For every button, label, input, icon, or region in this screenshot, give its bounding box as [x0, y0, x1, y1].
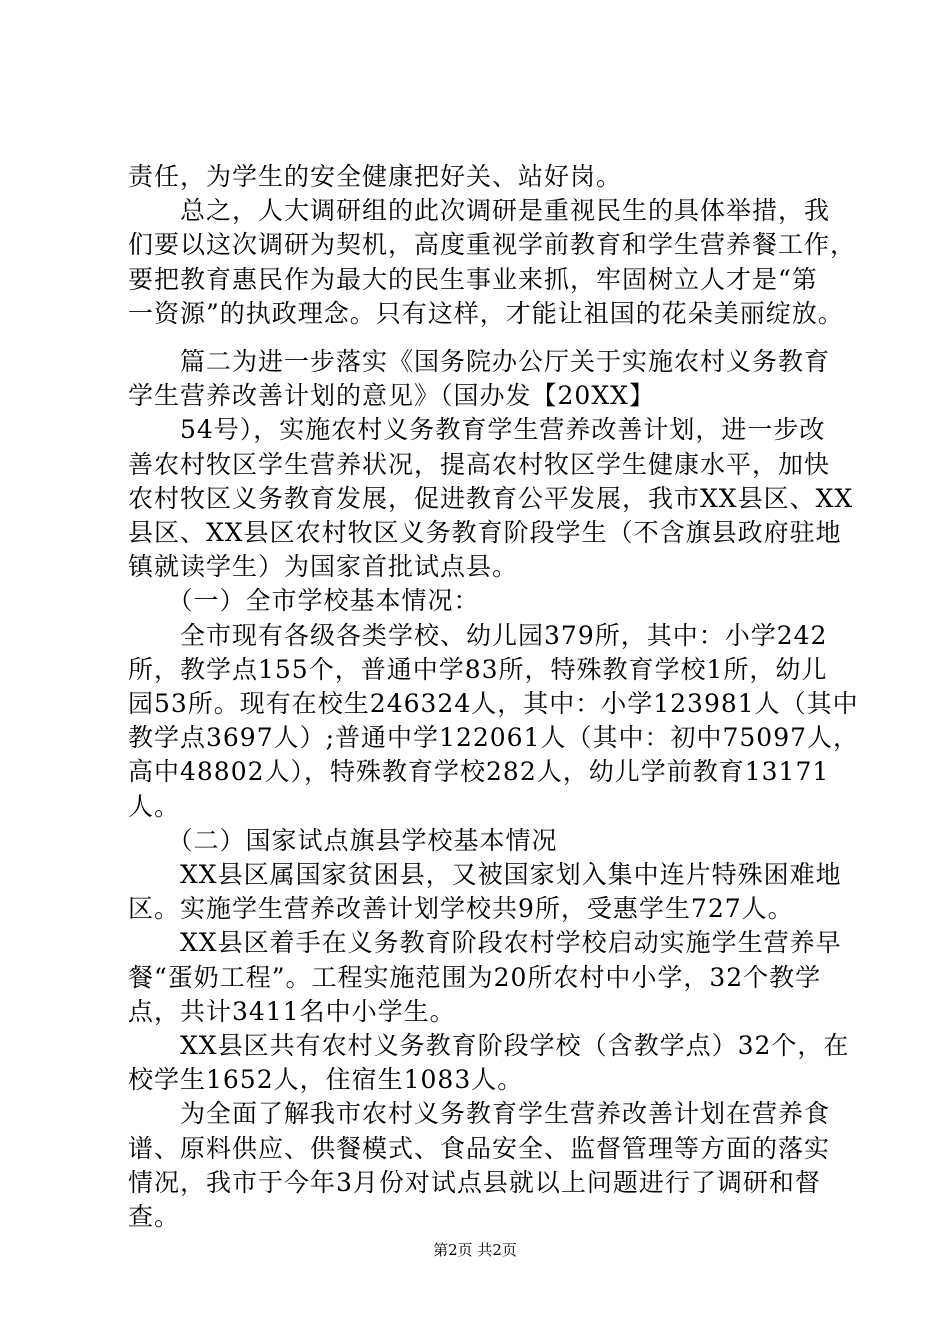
text-line: 责任，为学生的安全健康把好关、站好岗。	[128, 162, 623, 191]
text-line: 所，教学点155个，普通中学83所，特殊教育学校1所，幼儿	[128, 654, 828, 684]
page-footer: 第2页 共2页	[433, 1241, 517, 1260]
text-line: 54号），实施农村义务教育学生营养改善计划，进一步改	[128, 415, 826, 445]
text-line: XX县区属国家贫困县，又被国家划入集中连片特殊困难地	[128, 860, 842, 889]
section-heading: （二）国家试点旗县学校基本情况	[128, 825, 558, 855]
text-line: 全市现有各级各类学校、幼儿园379所，其中：小学242	[128, 620, 828, 650]
text-line: 为全面了解我市农村义务教育学生营养改善计划在营养食	[128, 1099, 831, 1129]
text-line: 查。	[128, 1202, 181, 1231]
text-line: 善农村牧区学生营养状况，提高农村牧区学生健康水平，加快	[128, 449, 831, 479]
text-line: 要把教育惠民作为最大的民生事业来抓，牢固树立人才是“第	[128, 264, 818, 294]
text-line: 人。	[128, 791, 181, 821]
text-line: 县区、XX县区农村牧区义务教育阶段学生（不含旗县政府驻地	[128, 518, 842, 547]
text-line: 餐“蛋奶工程”。工程实施范围为20所农村中小学，32个教学	[128, 962, 822, 992]
text-line: 篇二为进一步落实《国务院办公厅关于实施农村义务教育	[128, 347, 831, 376]
text-line: 教学点3697人）;普通中学122061人（其中：初中75097人，	[128, 723, 860, 753]
text-line: XX县区共有农村义务教育阶段学校（含教学点）32个，在	[128, 1031, 850, 1060]
text-line: 园53所。现有在校生246324人，其中：小学123981人（其中	[128, 689, 859, 718]
text-line: 镇就读学生）为国家首批试点县。	[128, 552, 519, 582]
text-line: 们要以这次调研为契机，高度重视学前教育和学生营养餐工作，	[128, 230, 857, 260]
text-line: 学生营养改善计划的意见》（国办发【20XX】	[128, 381, 655, 411]
text-line: 情况，我市于今年3月份对试点县就以上问题进行了调研和督	[128, 1167, 821, 1197]
section-heading: （一）全市学校基本情况：	[128, 586, 480, 616]
text-line: 区。实施学生营养改善计划学校共9所，受惠学生727人。	[128, 894, 794, 924]
text-line: 点，共计3411名中小学生。	[128, 996, 456, 1026]
text-line: 高中48802人），特殊教育学校282人，幼儿学前教育13171	[128, 757, 830, 787]
text-line: 校学生1652人，住宿生1083人。	[128, 1065, 524, 1095]
text-line: 一资源”的执政理念。只有这样，才能让祖国的花朵美丽绽放。	[128, 298, 844, 328]
text-line: 总之，人大调研组的此次调研是重视民生的具体举措，我	[128, 196, 831, 226]
text-line: XX县区着手在义务教育阶段农村学校启动实施学生营养早	[128, 928, 842, 958]
text-line: 农村牧区义务教育发展，促进教育公平发展，我市XX县区、XX	[128, 483, 854, 513]
text-line: 谱、原料供应、供餐模式、食品安全、监督管理等方面的落实	[128, 1133, 831, 1163]
